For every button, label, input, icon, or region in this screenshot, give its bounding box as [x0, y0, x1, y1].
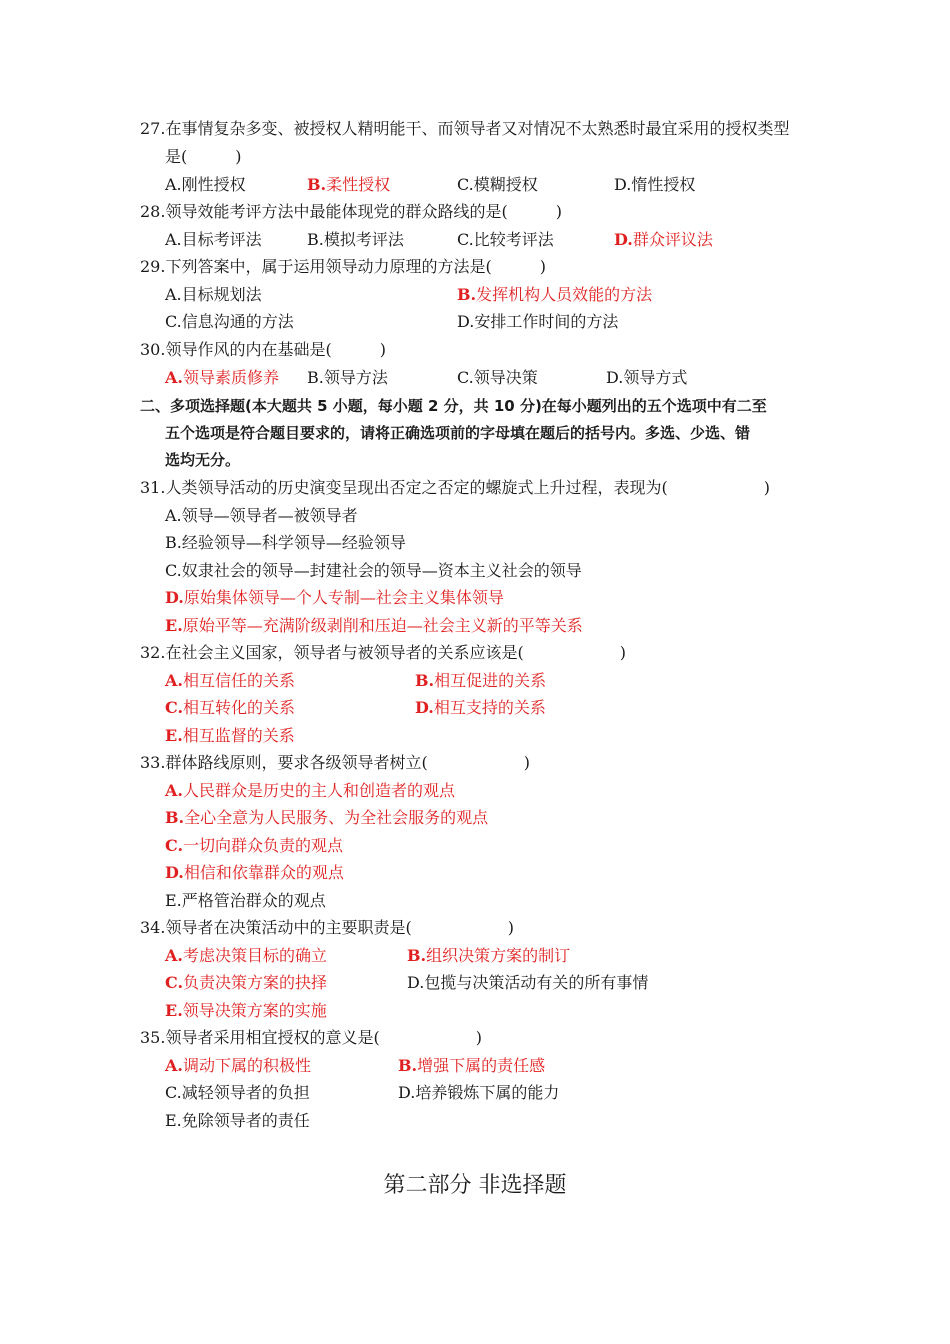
q30-stem: 30.领导作风的内在基础是( ): [140, 340, 386, 359]
q28-option-a: A.目标考评法: [165, 230, 262, 249]
q31-option-d-answer: D.原始集体领导—个人专制—社会主义集体领导: [165, 588, 504, 607]
q31-option-c: C.奴隶社会的领导—封建社会的领导—资本主义社会的领导: [165, 561, 582, 580]
q28-stem: 28.领导效能考评方法中最能体现党的群众路线的是( ): [140, 202, 562, 221]
q27-option-c: C.模糊授权: [457, 175, 538, 194]
q30-option-c: C.领导决策: [457, 368, 538, 387]
q33-option-c-answer: C.一切向群众负责的观点: [165, 836, 344, 855]
q33-option-a-answer: A.人民群众是历史的主人和创造者的观点: [165, 781, 455, 800]
q33-stem: 33.群体路线原则，要求各级领导者树立( ): [140, 753, 530, 772]
q34-option-e-answer: E.领导决策方案的实施: [165, 1001, 327, 1020]
q34-stem: 34.领导者在决策活动中的主要职责是( ): [140, 918, 514, 937]
q32-stem: 32.在社会主义国家，领导者与被领导者的关系应该是( ): [140, 643, 626, 662]
q28-option-c: C.比较考评法: [457, 230, 554, 249]
q34-option-a-answer: A.考虑决策目标的确立: [165, 946, 327, 965]
q29-option-d: D.安排工作时间的方法: [457, 312, 619, 331]
q31-option-e-answer: E.原始平等—充满阶级剥削和压迫—社会主义新的平等关系: [165, 616, 583, 635]
q33-option-e: E.严格管治群众的观点: [165, 891, 326, 910]
q34-option-b-answer: B.组织决策方案的制订: [407, 946, 571, 965]
q32-option-e-answer: E.相互监督的关系: [165, 726, 295, 745]
q31-option-a: A.领导—领导者—被领导者: [165, 506, 358, 525]
q35-option-c: C.减轻领导者的负担: [165, 1083, 310, 1102]
q29-option-c: C.信息沟通的方法: [165, 312, 294, 331]
q35-option-e: E.免除领导者的责任: [165, 1111, 310, 1130]
q30-option-b: B.领导方法: [307, 368, 388, 387]
q34-option-d: D.包揽与决策活动有关的所有事情: [407, 973, 649, 992]
q27-option-b-answer: B.柔性授权: [307, 175, 391, 194]
q34-option-c-answer: C.负责决策方案的抉择: [165, 973, 328, 992]
q35-stem: 35.领导者采用相宜授权的意义是( ): [140, 1028, 482, 1047]
q29-option-a: A.目标规划法: [165, 285, 262, 304]
q28-option-d-answer: D.群众评议法: [614, 230, 713, 249]
q32-option-d-answer: D.相互支持的关系: [415, 698, 546, 717]
q29-option-b-answer: B.发挥机构人员效能的方法: [457, 285, 653, 304]
q31-stem: 31.人类领导活动的历史演变呈现出否定之否定的螺旋式上升过程，表现为( ): [140, 478, 770, 497]
q30-option-d: D.领导方式: [606, 368, 688, 387]
q27-option-a: A.刚性授权: [165, 175, 246, 194]
q32-option-c-answer: C.相互转化的关系: [165, 698, 296, 717]
q32-option-b-answer: B.相互促进的关系: [415, 671, 547, 690]
q27-stem: 27.在事情复杂多变、被授权人精明能干、而领导者又对情况不太熟悉时最宜采用的授权类型: [140, 119, 790, 138]
q35-option-d: D.培养锻炼下属的能力: [398, 1083, 560, 1102]
section2-instructions-line1: 二、多项选择题(本大题共 5 小题，每小题 2 分，共 10 分)在每小题列出的五个选项中有二至: [140, 397, 767, 415]
q35-option-b-answer: B.增强下属的责任感: [398, 1056, 546, 1075]
q28-option-b: B.模拟考评法: [307, 230, 404, 249]
q32-option-a-answer: A.相互信任的关系: [165, 671, 295, 690]
q27-stem-cont: 是( ): [165, 147, 242, 166]
section2-instructions-line2: 五个选项是符合题目要求的，请将正确选项前的字母填在题后的括号内。多选、少选、错: [165, 424, 751, 442]
q33-option-b-answer: B.全心全意为人民服务、为全社会服务的观点: [165, 808, 489, 827]
q27-option-d: D.惰性授权: [614, 175, 696, 194]
q33-option-d-answer: D.相信和依靠群众的观点: [165, 863, 344, 882]
q35-option-a-answer: A.调动下属的积极性: [165, 1056, 311, 1075]
q30-option-a-answer: A.领导素质修养: [165, 368, 279, 387]
section2-instructions-line3: 选均无分。: [165, 451, 241, 469]
part2-title: 第二部分 非选择题: [383, 1173, 567, 1198]
q29-stem: 29.下列答案中，属于运用领导动力原理的方法是( ): [140, 257, 546, 276]
q31-option-b: B.经验领导—科学领导—经验领导: [165, 533, 406, 552]
